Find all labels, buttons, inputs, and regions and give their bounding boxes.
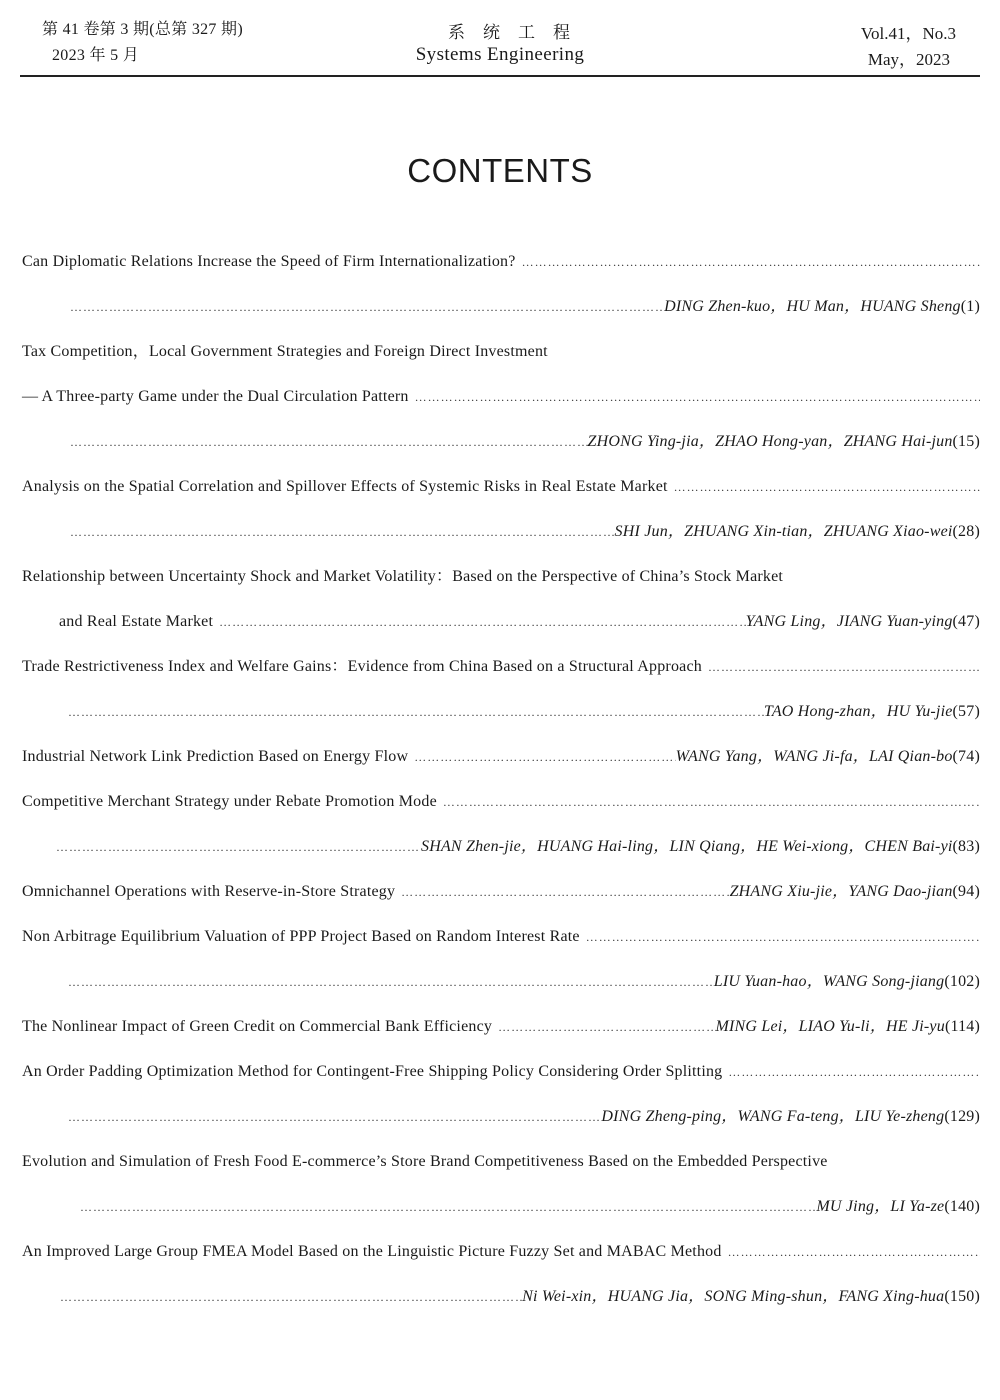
toc-entry-page: (74) bbox=[952, 748, 980, 765]
page-title: CONTENTS bbox=[407, 152, 593, 189]
dot-leader bbox=[213, 609, 746, 635]
volume-issue-cn: 第 41 卷第 3 期(总第 327 期) bbox=[42, 21, 243, 38]
toc-entry-page: (129) bbox=[944, 1108, 980, 1125]
toc-entry-title: Can Diplomatic Relations Increase the Speed of Firm Internationalization? bbox=[22, 253, 516, 270]
toc-line bbox=[54, 1284, 980, 1310]
toc-entry-title: Analysis on the Spatial Correlation and Spillover Effects of Systemic Risks in Real Estate Market bbox=[22, 478, 668, 495]
dot-leader bbox=[580, 924, 980, 950]
toc-entry-page: (140) bbox=[944, 1198, 980, 1215]
toc-entry-title: and Real Estate Market bbox=[59, 613, 214, 630]
dot-leader bbox=[64, 429, 588, 455]
toc-line bbox=[22, 249, 980, 275]
toc-entry-page: (1) bbox=[960, 298, 980, 315]
toc-entry-authors: ZHANG Xiu-jie，YANG Dao-jian bbox=[729, 883, 953, 900]
toc-entry-authors: YANG Ling，JIANG Yuan-ying bbox=[745, 613, 953, 630]
toc-entry-title: Evolution and Simulation of Fresh Food E-commerce’s Store Brand Competitiveness Based on the Embedded Perspective bbox=[22, 1153, 828, 1170]
toc-line bbox=[50, 834, 980, 860]
toc-entry-title: An Improved Large Group FMEA Model Based on the Linguistic Picture Fuzzy Set and MABAC Method bbox=[22, 1243, 722, 1260]
toc-line bbox=[64, 294, 980, 320]
dot-leader bbox=[64, 294, 664, 320]
dot-leader bbox=[62, 699, 764, 725]
volume-issue-en: Vol.41，No.3 bbox=[860, 24, 956, 43]
toc-entry-authors: WANG Yang，WANG Ji-fa，LAI Qian-bo bbox=[675, 748, 953, 765]
toc-line bbox=[62, 699, 980, 725]
toc-line bbox=[59, 609, 980, 635]
toc-entry-page: (102) bbox=[944, 973, 980, 990]
dot-leader bbox=[50, 834, 421, 860]
date-cn: 2023 年 5 月 bbox=[52, 47, 139, 64]
toc-entry-title: Omnichannel Operations with Reserve-in-Store Strategy bbox=[22, 883, 396, 900]
toc-line bbox=[22, 339, 980, 365]
toc-line bbox=[22, 1059, 980, 1085]
dot-leader bbox=[668, 474, 980, 500]
toc-entry-page: (150) bbox=[944, 1288, 980, 1305]
dot-leader bbox=[492, 1014, 715, 1040]
toc-line bbox=[22, 654, 980, 680]
toc-entry-page: (57) bbox=[952, 703, 980, 720]
toc-entry-page: (83) bbox=[952, 838, 980, 855]
toc-entry-page: (94) bbox=[952, 883, 980, 900]
toc-entry-title: Industrial Network Link Prediction Based on Energy Flow bbox=[22, 748, 409, 765]
toc-entry-authors: Ni Wei-xin，HUANG Jia，SONG Ming-shun，FANG Xing-hua bbox=[522, 1288, 945, 1305]
toc-entry-title: — A Three-party Game under the Dual Circulation Pattern bbox=[22, 388, 409, 405]
dot-leader bbox=[408, 744, 675, 770]
toc-line bbox=[22, 564, 980, 590]
toc-line bbox=[64, 429, 980, 455]
toc-entry-authors: ZHONG Ying-jia，ZHAO Hong-yan，ZHANG Hai-jun bbox=[587, 433, 953, 450]
dot-leader bbox=[395, 879, 729, 905]
header-rule bbox=[20, 75, 980, 77]
dot-leader bbox=[409, 384, 980, 410]
toc-entry-title: Relationship between Uncertainty Shock and Market Volatility：Based on the Perspective of China’s Stock Market bbox=[22, 568, 784, 585]
toc-line bbox=[22, 789, 980, 815]
toc-line bbox=[64, 519, 980, 545]
toc-line bbox=[22, 744, 980, 770]
toc-entry-authors: LIU Yuan-hao，WANG Song-jiang bbox=[713, 973, 945, 990]
toc-entry-title: An Order Padding Optimization Method for Contingent-Free Shipping Policy Considering Order Splitting bbox=[22, 1063, 723, 1080]
dot-leader bbox=[62, 969, 714, 995]
toc-line bbox=[22, 1014, 980, 1040]
toc-entry-title: Tax Competition，Local Government Strategies and Foreign Direct Investment bbox=[22, 343, 548, 360]
toc-line bbox=[22, 879, 980, 905]
toc-entry-page: (47) bbox=[952, 613, 980, 630]
dot-leader bbox=[516, 249, 980, 275]
journal-title-en: Systems Engineering bbox=[415, 44, 585, 65]
toc-entry-title: The Nonlinear Impact of Green Credit on Commercial Bank Efficiency bbox=[22, 1018, 493, 1035]
toc-entry-authors: DING Zhen-kuo，HU Man，HUANG Sheng bbox=[664, 298, 961, 315]
dot-leader bbox=[64, 519, 615, 545]
toc-line bbox=[22, 1149, 980, 1175]
dot-leader bbox=[54, 1284, 522, 1310]
dot-leader bbox=[722, 1239, 980, 1265]
toc-entry-title: Non Arbitrage Equilibrium Valuation of PPP Project Based on Random Interest Rate bbox=[22, 928, 580, 945]
toc-entry-authors: MING Lei，LIAO Yu-li，HE Ji-yu bbox=[715, 1018, 945, 1035]
journal-title-cn: 系统工程 bbox=[448, 23, 588, 42]
toc-line bbox=[22, 474, 980, 500]
dot-leader bbox=[722, 1059, 980, 1085]
date-en: May，2023 bbox=[867, 50, 950, 69]
toc-line bbox=[62, 969, 980, 995]
toc-entry-authors: TAO Hong-zhan，HU Yu-jie bbox=[763, 703, 953, 720]
toc-entry-title: Competitive Merchant Strategy under Rebate Promotion Mode bbox=[22, 793, 437, 810]
toc-entry-authors: MU Jing，LI Ya-ze bbox=[816, 1198, 945, 1215]
toc-line bbox=[74, 1194, 980, 1220]
dot-leader bbox=[437, 789, 980, 815]
toc-entry-authors: SHAN Zhen-jie，HUANG Hai-ling，LIN Qiang，HE Wei-xiong，CHEN Bai-yi bbox=[421, 838, 953, 855]
toc-entry-page: (28) bbox=[952, 523, 980, 540]
toc-entry-page: (15) bbox=[952, 433, 980, 450]
toc-line bbox=[22, 1239, 980, 1265]
dot-leader bbox=[702, 654, 980, 680]
toc-entry-authors: SHI Jun，ZHUANG Xin-tian，ZHUANG Xiao-wei bbox=[614, 523, 953, 540]
dot-leader bbox=[62, 1104, 601, 1130]
toc-line bbox=[22, 924, 980, 950]
toc-entry-authors: DING Zheng-ping，WANG Fa-teng，LIU Ye-zheng bbox=[601, 1108, 945, 1125]
toc-line bbox=[62, 1104, 980, 1130]
toc-line bbox=[22, 384, 980, 410]
dot-leader bbox=[74, 1194, 816, 1220]
toc-entry-title: Trade Restrictiveness Index and Welfare Gains：Evidence from China Based on a Structural Approach bbox=[22, 658, 702, 675]
toc-entry-page: (114) bbox=[944, 1018, 980, 1035]
journal-header bbox=[20, 0, 980, 77]
